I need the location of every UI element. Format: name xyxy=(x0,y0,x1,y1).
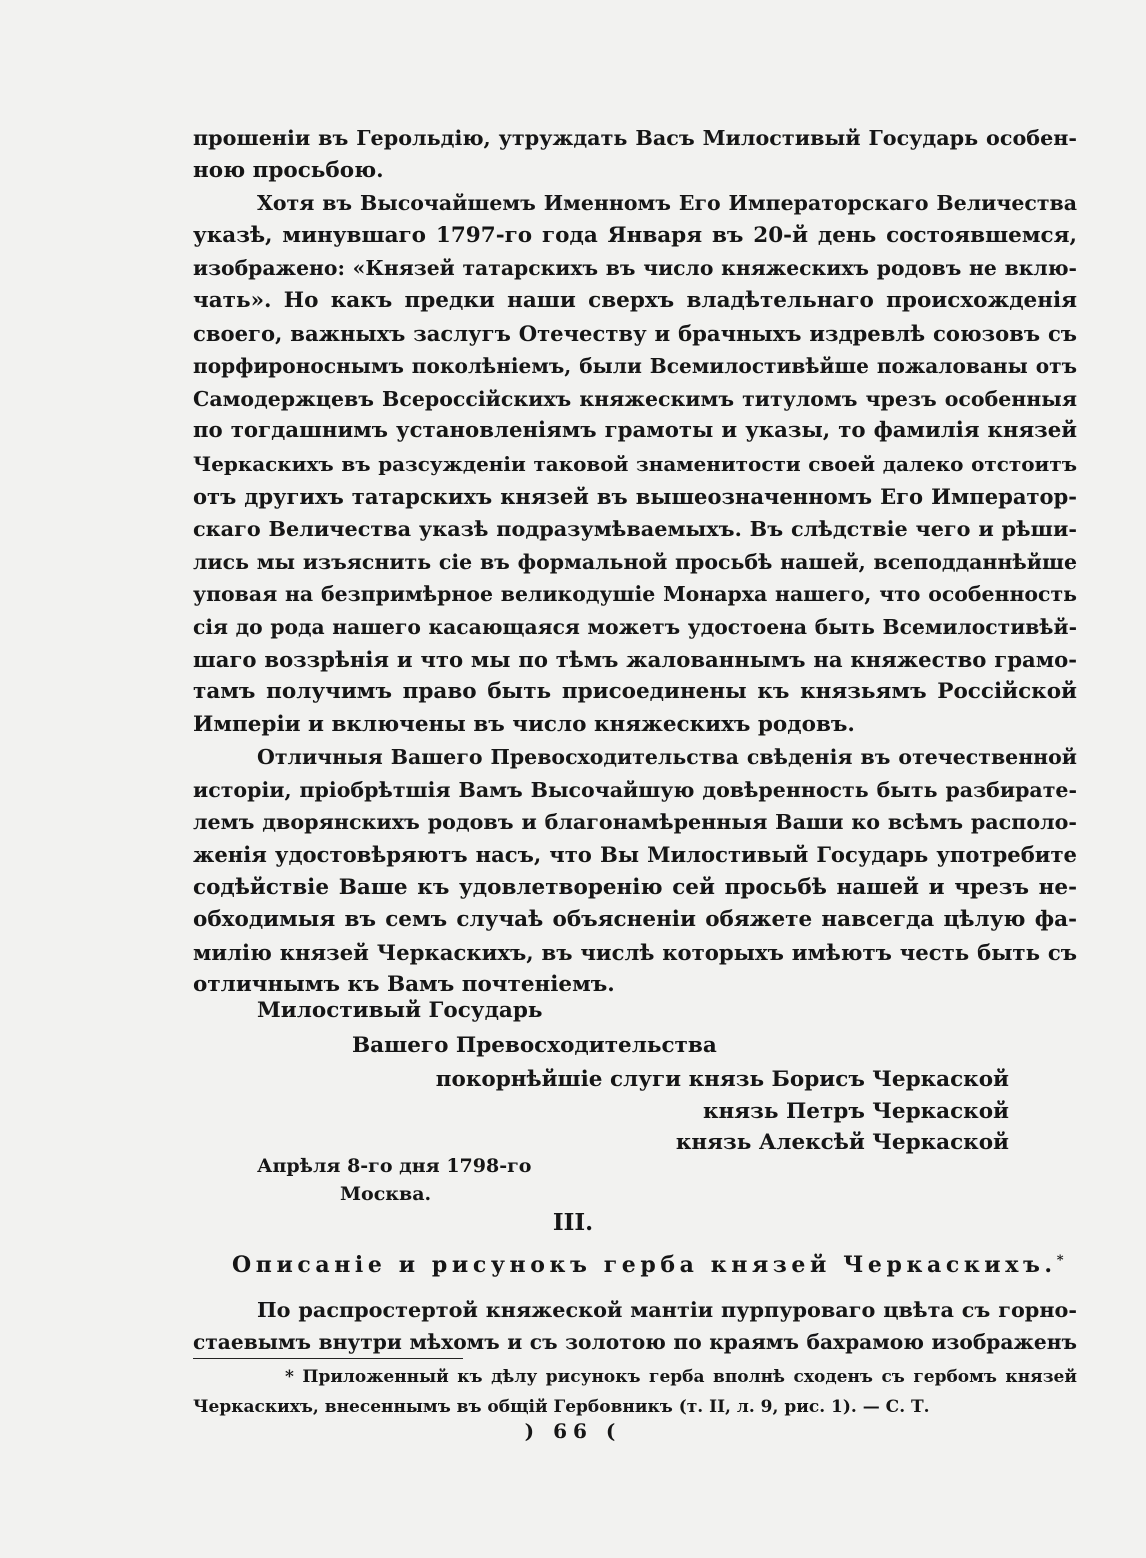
section-body xyxy=(193,1293,1077,1359)
text-line: изображено: «Князей татарскихъ въ число княжескихъ родовъ не вклю- xyxy=(193,256,1077,281)
text-line: своего, важныхъ заслугъ Отечеству и брачныхъ издревлѣ союзовъ съ xyxy=(193,320,1077,346)
addressee: Вашего Превосходительства xyxy=(352,1033,717,1058)
footnote-divider xyxy=(193,1358,463,1359)
page-number: ) 66 ( xyxy=(524,1419,622,1443)
text-line: По распростертой княжеской мантіи пурпуроваго цвѣта съ горно- xyxy=(257,1297,1077,1322)
text-line: уповая на безпримѣрное великодушіе Монарха нашего, что особенность xyxy=(193,582,1077,607)
text-line: Хотя въ Высочайшемъ Именномъ Его Императорскаго Величества xyxy=(257,191,1077,216)
text-line: скаго Величества указѣ подразумѣваемыхъ. Въ слѣдствіе чего и рѣши- xyxy=(193,516,1077,542)
footnote-line: Черкаскихъ, внесеннымъ въ общій Гербовникъ (т. II, л. 9, рис. 1). — С. Т. xyxy=(193,1397,930,1417)
letter-body xyxy=(193,122,1077,1002)
text-line: Самодержцевъ Всероссійскихъ княжескимъ титуломъ чрезъ особенныя xyxy=(193,386,1077,411)
text-line: лись мы изъяснить сіе въ формальной просьбѣ нашей, всеподданнѣйше xyxy=(193,549,1077,574)
text-line: шаго воззрѣнія и что мы по тѣмъ жалованнымъ на княжество грамо- xyxy=(193,646,1077,672)
letter-place: Москва. xyxy=(340,1183,432,1205)
signer-aleksei: князь Алексѣй Черкаской xyxy=(675,1130,1009,1155)
text-line: Имперіи и включены въ число княжескихъ родовъ. xyxy=(193,711,855,737)
text-line: тамъ получимъ право быть присоединены къ князьямъ Россійской xyxy=(193,679,1077,705)
letter-date: Апрѣля 8-го дня 1798-го xyxy=(257,1155,532,1177)
text-line: чать». Но какъ предки наши сверхъ владѣтельнаго происхожденія xyxy=(193,287,1077,313)
text-line: Черкаскихъ въ разсужденіи таковой знаменитости своей далеко отстоитъ xyxy=(193,451,1077,476)
text-line: указѣ, минувшаго 1797-го года Января въ 20-й день состоявшемся, xyxy=(193,222,1077,248)
text-line: ною просьбою. xyxy=(193,157,384,183)
salutation: Милостивый Государь xyxy=(257,998,543,1023)
footnote xyxy=(193,1362,1077,1422)
text-line: обходимыя въ семъ случаѣ объясненіи обяжете навсегда цѣлую фа- xyxy=(193,907,1077,933)
text-line: женія удостовѣряютъ насъ, что Вы Милостивый Государь употребите xyxy=(193,842,1077,868)
text-line: сія до рода нашего касающаяся можетъ удостоена быть Всемилостивѣй- xyxy=(193,614,1077,639)
text-line: отличнымъ къ Вамъ почтеніемъ. xyxy=(193,972,615,998)
signer-boris: покорнѣйшіе слуги князь Борисъ Черкаской xyxy=(435,1067,1009,1092)
text-line: милію князей Черкаскихъ, въ числѣ которыхъ имѣютъ честь быть съ xyxy=(193,939,1077,965)
section-title-text: Описаніе и рисунокъ герба князей Черкаскихъ. xyxy=(232,1252,1057,1278)
section-title xyxy=(232,1248,1064,1282)
text-line: порфироноснымъ поколѣніемъ, были Всемилостивѣйше пожалованы отъ xyxy=(193,354,1077,379)
text-line: Отличныя Вашего Превосходительства свѣденія въ отечественной xyxy=(257,745,1077,770)
footnote-line: * Приложенный къ дѣлу рисунокъ герба вполнѣ сходенъ съ гербомъ князей xyxy=(285,1367,1077,1387)
text-line: стаевымъ внутри мѣхомъ и съ золотою по краямъ бахрамою изображенъ xyxy=(193,1330,1077,1354)
text-line: по тогдашнимъ установленіямъ грамоты и указы, то фамилія князей xyxy=(193,418,1077,444)
text-line: исторіи, пріобрѣтшія Вамъ Высочайшую довѣренность быть разбирате- xyxy=(193,777,1077,802)
text-line: отъ другихъ татарскихъ князей въ вышеозначенномъ Его Император- xyxy=(193,483,1077,509)
text-line: лемъ дворянскихъ родовъ и благонамѣренныя Ваши ко всѣмъ располо- xyxy=(193,810,1077,835)
signer-petr: князь Петръ Черкаской xyxy=(703,1099,1009,1124)
footnote-marker: * xyxy=(1056,1253,1064,1268)
section-number: III. xyxy=(552,1209,594,1236)
text-line: прошеніи въ Герольдію, утруждать Васъ Милостивый Государь особен- xyxy=(193,126,1077,150)
text-line: содѣйствіе Ваше къ удовлетворенію сей просьбѣ нашей и чрезъ не- xyxy=(193,874,1077,900)
